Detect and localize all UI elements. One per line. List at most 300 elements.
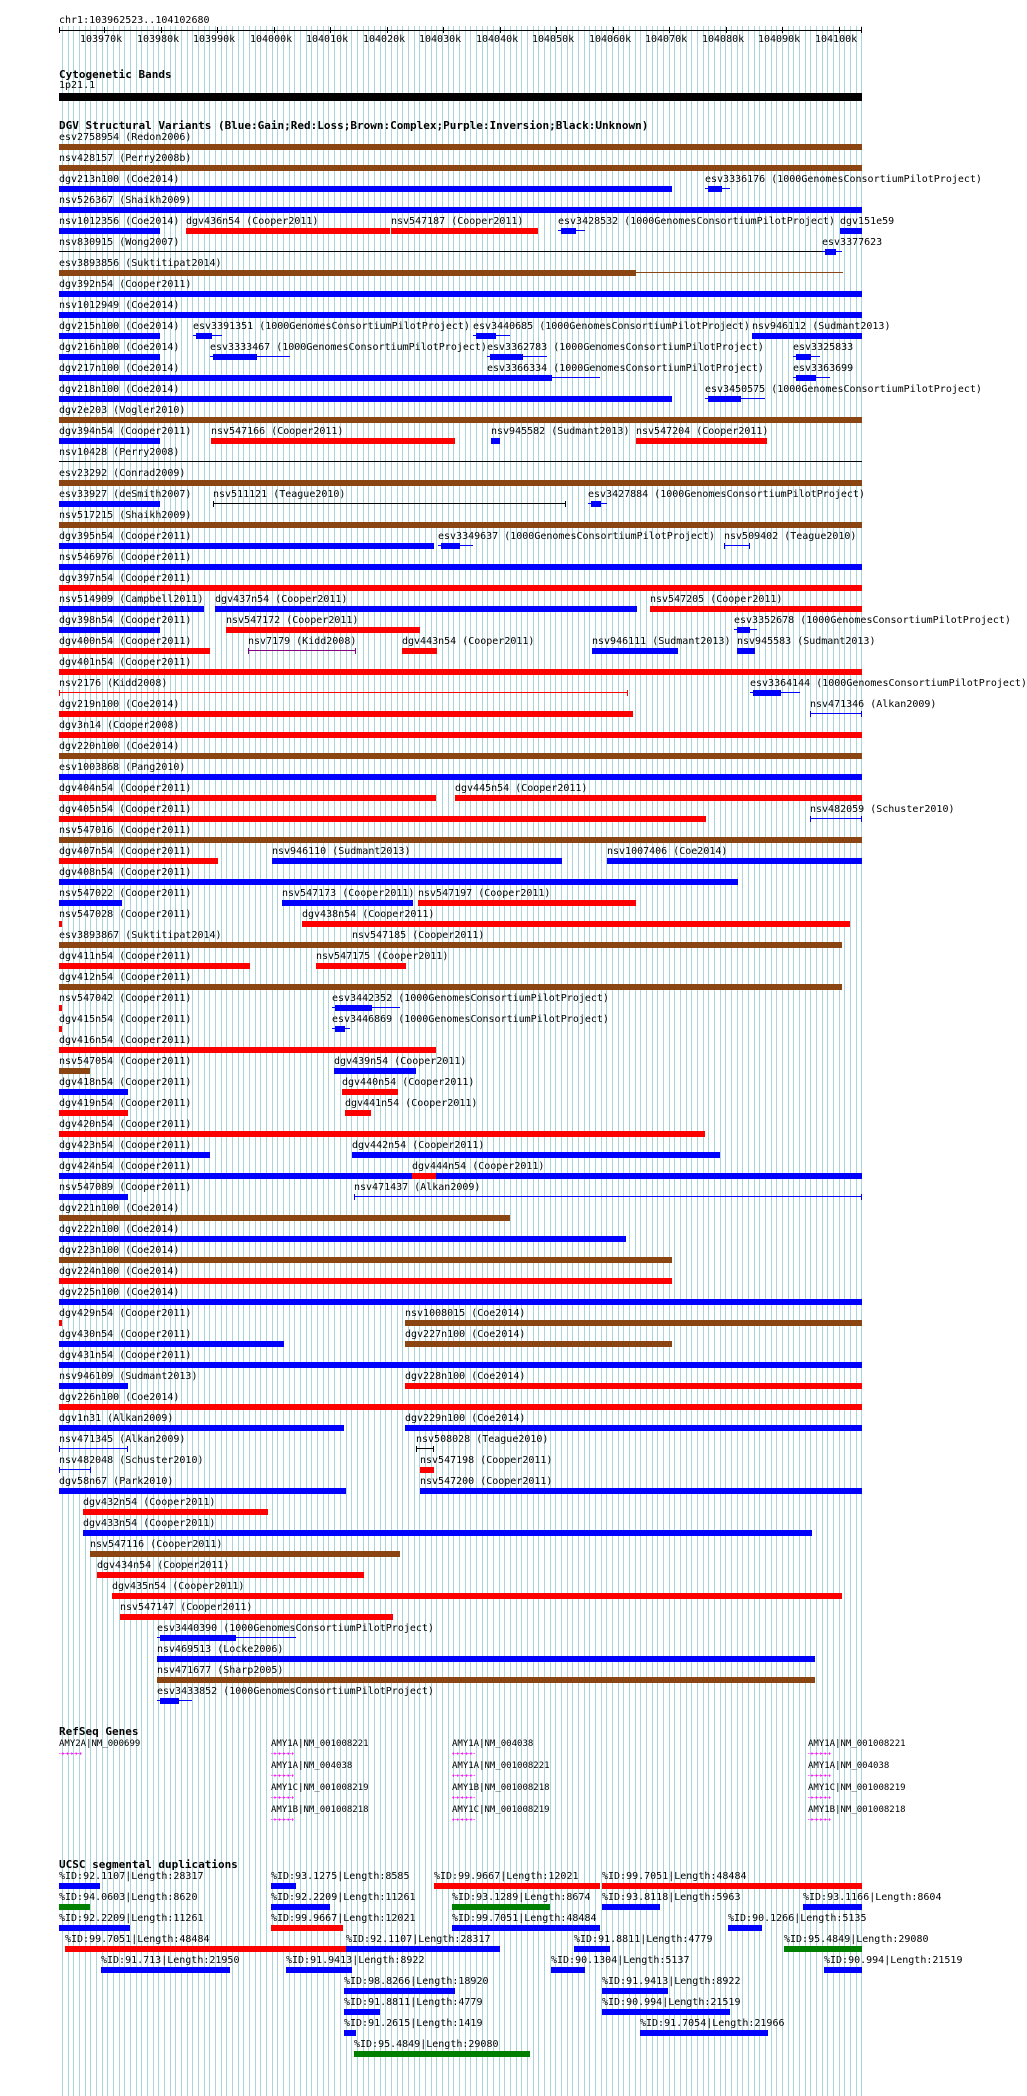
variant-bar[interactable] — [402, 648, 437, 654]
variant-label: nsv10428 (Perry2008) — [59, 447, 180, 458]
grid-line — [215, 26, 216, 2096]
segdup-bar[interactable] — [344, 2009, 380, 2015]
variant-bar[interactable] — [59, 480, 862, 486]
variant-bar[interactable] — [59, 837, 862, 843]
variant-bracket — [433, 1446, 434, 1452]
variant-bar[interactable] — [59, 1131, 705, 1137]
variant-bar[interactable] — [59, 354, 160, 360]
variant-bar[interactable] — [59, 774, 862, 780]
variant-bar[interactable] — [215, 606, 637, 612]
variant-bar[interactable] — [59, 333, 160, 339]
variant-bar[interactable] — [59, 1089, 128, 1095]
variant-bar[interactable] — [59, 1236, 626, 1242]
variant-label: esv3377623 — [822, 237, 883, 248]
variant-bar[interactable] — [420, 1488, 862, 1494]
grid-line — [686, 26, 687, 2096]
gene-label: AMY2A|NM_000699 — [59, 1739, 141, 1749]
variant-bar[interactable] — [59, 1026, 62, 1032]
segdup-bar[interactable] — [452, 1925, 600, 1931]
segdup-bar[interactable] — [602, 1904, 660, 1910]
variant-bar[interactable] — [59, 900, 122, 906]
variant-line[interactable] — [59, 1448, 128, 1449]
variant-bar[interactable] — [405, 1320, 862, 1326]
variant-bar[interactable] — [186, 228, 390, 234]
segdup-bar[interactable] — [602, 1988, 668, 1994]
variant-bar[interactable] — [607, 858, 862, 864]
variant-bar[interactable] — [272, 858, 562, 864]
ruler-tick — [782, 27, 783, 33]
cytoband-bar[interactable] — [59, 93, 862, 101]
variant-bar[interactable] — [405, 1425, 862, 1431]
variant-bar[interactable] — [455, 795, 862, 801]
variant-label: esv3333467 (1000GenomesConsortiumPilotProject) — [210, 342, 487, 353]
grid-line — [249, 26, 250, 2096]
variant-label: nsv1008015 (Coe2014) — [405, 1308, 526, 1319]
variant-bar[interactable] — [59, 186, 672, 192]
ruler-tick-label: 104090k — [758, 34, 801, 45]
variant-exon[interactable] — [335, 1005, 372, 1011]
variant-bar[interactable] — [59, 1404, 862, 1410]
ruler-tick-label: 104070k — [645, 34, 688, 45]
variant-label: nsv1012356 (Coe2014) — [59, 216, 180, 227]
ruler-end-tick — [861, 27, 862, 33]
variant-label: esv3442352 (1000GenomesConsortiumPilotProject) — [332, 993, 609, 1004]
grid-line — [561, 26, 562, 2096]
variant-line[interactable] — [810, 818, 862, 819]
segdup-label: %ID:91.8811|Length:4779 — [574, 1934, 713, 1945]
variant-label: dgv220n100 (Coe2014) — [59, 741, 180, 752]
variant-label: nsv508028 (Teague2010) — [416, 1434, 549, 1445]
variant-label: dgv424n54 (Cooper2011) — [59, 1161, 192, 1172]
variant-bar[interactable] — [59, 753, 862, 759]
variant-bar[interactable] — [59, 291, 862, 297]
segdup-bar[interactable] — [344, 1988, 455, 1994]
variant-label: dgv228n100 (Coe2014) — [405, 1371, 526, 1382]
gene-model[interactable]: ⇢⇢⇢⇢⇢ — [271, 1771, 294, 1781]
ruler-tick — [556, 27, 557, 33]
variant-bar[interactable] — [59, 144, 862, 150]
variant-bar[interactable] — [650, 606, 862, 612]
segdup-bar[interactable] — [344, 2030, 356, 2036]
variant-label: dgv418n54 (Cooper2011) — [59, 1077, 192, 1088]
segdup-label: %ID:92.1107|Length:28317 — [346, 1934, 491, 1945]
variant-bar[interactable] — [59, 501, 160, 507]
variant-bar[interactable] — [405, 1341, 672, 1347]
segdup-bar[interactable] — [434, 1883, 600, 1889]
grid-line — [737, 26, 738, 2096]
variant-bar[interactable] — [59, 312, 862, 318]
variant-label: dgv441n54 (Cooper2011) — [345, 1098, 478, 1109]
variant-label: nsv547175 (Cooper2011) — [316, 951, 449, 962]
variant-label: dgv1n31 (Alkan2009) — [59, 1413, 174, 1424]
grid-line — [652, 26, 653, 2096]
variant-bar[interactable] — [840, 228, 862, 234]
segdup-bar[interactable] — [452, 1904, 550, 1910]
variant-bar[interactable] — [120, 1614, 393, 1620]
variant-bar[interactable] — [59, 1362, 862, 1368]
variant-bar[interactable] — [737, 648, 755, 654]
segdup-label: %ID:93.8118|Length:5963 — [602, 1892, 741, 1903]
segdup-bar[interactable] — [271, 1904, 330, 1910]
grid-line — [606, 26, 607, 2096]
grid-line — [714, 26, 715, 2096]
gene-model[interactable]: ⇢⇢⇢⇢⇢ — [808, 1793, 831, 1803]
grid-line — [612, 26, 613, 2096]
gene-model[interactable]: ⇠⇠⇠⇠⇠ — [452, 1749, 475, 1759]
variant-bracket — [861, 1194, 862, 1200]
grid-line — [550, 26, 551, 2096]
variant-label: esv3349637 (1000GenomesConsortiumPilotProject) — [438, 531, 715, 542]
segdup-label: %ID:93.1289|Length:8674 — [452, 1892, 591, 1903]
variant-line[interactable] — [354, 1196, 862, 1197]
variant-label: nsv946112 (Sudmant2013) — [752, 321, 891, 332]
segdup-bar[interactable] — [271, 1925, 343, 1931]
variant-bar[interactable] — [83, 1530, 812, 1536]
segdup-bar[interactable] — [602, 1883, 862, 1889]
variant-bar[interactable] — [59, 1005, 62, 1011]
segdup-label: %ID:90.994|Length:21519 — [824, 1955, 963, 1966]
variant-label: nsv471437 (Alkan2009) — [354, 1182, 481, 1193]
variant-bar[interactable] — [59, 1152, 210, 1158]
segdup-bar[interactable] — [101, 1967, 230, 1973]
variant-exon[interactable] — [796, 375, 816, 381]
variant-exon[interactable] — [160, 1635, 236, 1641]
variant-bar[interactable] — [302, 921, 850, 927]
ruler-tick-label: 103990k — [193, 34, 236, 45]
segdup-bar[interactable] — [602, 2009, 730, 2015]
gene-model[interactable]: ⇢⇢⇢⇢⇢ — [808, 1771, 831, 1781]
variant-label: dgv423n54 (Cooper2011) — [59, 1140, 192, 1151]
variant-label: dgv440n54 (Cooper2011) — [342, 1077, 475, 1088]
variant-bar[interactable] — [391, 228, 538, 234]
segdup-label: %ID:99.7051|Length:48484 — [65, 1934, 210, 1945]
variant-label: dgv432n54 (Cooper2011) — [83, 1497, 216, 1508]
variant-exon[interactable] — [160, 1698, 179, 1704]
variant-label: dgv405n54 (Cooper2011) — [59, 804, 192, 815]
variant-bar[interactable] — [59, 879, 738, 885]
segdup-bar[interactable] — [640, 2030, 768, 2036]
ruler-tick — [330, 27, 331, 33]
variant-exon[interactable] — [708, 186, 722, 192]
variant-bar[interactable] — [226, 627, 420, 633]
gene-label: AMY1B|NM_001008218 — [271, 1805, 369, 1815]
variant-label: dgv229n100 (Coe2014) — [405, 1413, 526, 1424]
gene-model[interactable]: ⇢⇢⇢⇢⇢ — [271, 1815, 294, 1825]
gene-model[interactable]: ⇠⇠⇠⇠⇠ — [452, 1793, 475, 1803]
segdup-label: %ID:93.1275|Length:8585 — [271, 1871, 410, 1882]
variant-label: nsv547022 (Cooper2011) — [59, 888, 192, 899]
variant-label: dgv437n54 (Cooper2011) — [215, 594, 348, 605]
variant-bracket — [248, 648, 249, 654]
segdup-bar[interactable] — [346, 1946, 500, 1952]
segdup-bar[interactable] — [784, 1946, 862, 1952]
variant-line[interactable] — [810, 713, 862, 714]
variant-bar[interactable] — [412, 1173, 436, 1179]
ruler-tick-label: 104030k — [419, 34, 462, 45]
segdup-bar[interactable] — [354, 2051, 530, 2057]
segdup-label: %ID:90.1266|Length:5135 — [728, 1913, 867, 1924]
variant-bar[interactable] — [59, 585, 862, 591]
grid-line — [618, 26, 619, 2096]
segdup-bar[interactable] — [271, 1883, 296, 1889]
variant-line[interactable] — [248, 650, 356, 651]
variant-bar[interactable] — [59, 270, 636, 276]
variant-bar[interactable] — [59, 1320, 62, 1326]
variant-bar[interactable] — [59, 228, 160, 234]
variant-exon[interactable] — [490, 375, 552, 381]
variant-bar[interactable] — [59, 627, 160, 633]
variant-bar[interactable] — [59, 711, 633, 717]
variant-bar[interactable] — [636, 438, 767, 444]
variant-bar[interactable] — [211, 438, 455, 444]
variant-bar[interactable] — [157, 1656, 815, 1662]
segdup-bar[interactable] — [551, 1967, 585, 1973]
variant-exon[interactable] — [737, 627, 750, 633]
variant-label: dgv420n54 (Cooper2011) — [59, 1119, 192, 1130]
variant-bar[interactable] — [157, 1677, 815, 1683]
variant-bar[interactable] — [316, 963, 406, 969]
variant-bar[interactable] — [59, 606, 204, 612]
segdup-bar[interactable] — [803, 1904, 862, 1910]
variant-bar[interactable] — [97, 1572, 364, 1578]
variant-label: dgv397n54 (Cooper2011) — [59, 573, 192, 584]
variant-line[interactable] — [213, 503, 566, 504]
variant-bar[interactable] — [59, 375, 512, 381]
segdup-bar[interactable] — [824, 1967, 862, 1973]
variant-bar[interactable] — [752, 333, 862, 339]
variant-bracket — [127, 1446, 128, 1452]
variant-bar[interactable] — [59, 396, 672, 402]
variant-label: nsv547200 (Cooper2011) — [420, 1476, 553, 1487]
variant-label: dgv401n54 (Cooper2011) — [59, 657, 192, 668]
segdup-label: %ID:91.9413|Length:8922 — [286, 1955, 425, 1966]
variant-bar[interactable] — [59, 207, 862, 213]
ruler-tick — [613, 27, 614, 33]
variant-bar[interactable] — [420, 1467, 434, 1473]
variant-bracket — [59, 1446, 60, 1452]
variant-label: nsv830915 (Wong2007) — [59, 237, 180, 248]
variant-label: esv3433852 (1000GenomesConsortiumPilotProject) — [157, 1686, 434, 1697]
grid-line — [226, 26, 227, 2096]
variant-bar[interactable] — [59, 1257, 672, 1263]
variant-exon[interactable] — [825, 249, 836, 255]
grid-line — [725, 26, 726, 2096]
variant-label: dgv404n54 (Cooper2011) — [59, 783, 192, 794]
variant-bar[interactable] — [405, 1383, 862, 1389]
variant-bar[interactable] — [59, 963, 250, 969]
variant-bar[interactable] — [592, 648, 678, 654]
variant-bar[interactable] — [59, 1047, 436, 1053]
segdup-bar[interactable] — [728, 1925, 762, 1931]
variant-label: esv3363699 — [793, 363, 854, 374]
gene-model[interactable]: ⇠⇠⇠⇠⇠ — [452, 1815, 475, 1825]
variant-line[interactable] — [416, 1448, 434, 1449]
variant-label: dgv226n100 (Coe2014) — [59, 1392, 180, 1403]
variant-exon[interactable] — [708, 396, 741, 402]
variant-bracket — [354, 1194, 355, 1200]
variant-label: esv2758954 (Redon2006) — [59, 132, 192, 143]
variant-bar[interactable] — [342, 1089, 398, 1095]
ruler-tick — [217, 27, 218, 33]
variant-label: esv3325833 — [793, 342, 854, 353]
gene-model[interactable]: ⇢⇢⇢⇢⇢ — [271, 1793, 294, 1803]
variant-bar[interactable] — [112, 1593, 842, 1599]
variant-label: nsv428157 (Perry2008b) — [59, 153, 192, 164]
gene-model[interactable]: ⇢⇢⇢⇢⇢ — [59, 1749, 82, 1759]
ruler-tick-label: 104060k — [589, 34, 632, 45]
segdup-bar[interactable] — [574, 1946, 610, 1952]
variant-label: nsv547197 (Cooper2011) — [418, 888, 551, 899]
variant-exon[interactable] — [441, 543, 460, 549]
variant-bar[interactable] — [59, 417, 862, 423]
refseq-track-title: RefSeq Genes — [59, 1725, 139, 1738]
variant-exon[interactable] — [196, 333, 212, 339]
segdup-bar[interactable] — [59, 1883, 100, 1889]
variant-bar[interactable] — [59, 1278, 672, 1284]
grid-line — [572, 26, 573, 2096]
variant-bar[interactable] — [418, 900, 636, 906]
gene-label: AMY1A|NM_004038 — [808, 1761, 890, 1771]
segdup-track-title: UCSC segmental duplications — [59, 1858, 238, 1871]
variant-line[interactable] — [59, 251, 842, 252]
variant-label: dgv444n54 (Cooper2011) — [412, 1161, 545, 1172]
variant-bar[interactable] — [59, 1299, 862, 1305]
variant-exon[interactable] — [591, 501, 601, 507]
grid-line — [623, 26, 624, 2096]
variant-bar[interactable] — [59, 543, 434, 549]
variant-label: esv33927 (deSmith2007) — [59, 489, 192, 500]
ruler-tick-label: 103970k — [80, 34, 123, 45]
variant-label: dgv216n100 (Coe2014) — [59, 342, 180, 353]
gene-model[interactable]: ⇢⇢⇢⇢⇢ — [271, 1749, 294, 1759]
grid-line — [663, 26, 664, 2096]
variant-label: dgv218n100 (Coe2014) — [59, 384, 180, 395]
variant-exon[interactable] — [490, 354, 523, 360]
variant-line[interactable] — [59, 1469, 91, 1470]
variant-bar[interactable] — [59, 522, 862, 528]
variant-bar[interactable] — [59, 921, 62, 927]
grid-line — [657, 26, 658, 2096]
variant-label: esv3450575 (1000GenomesConsortiumPilotProject) — [705, 384, 982, 395]
variant-label: dgv215n100 (Coe2014) — [59, 321, 180, 332]
variant-bar[interactable] — [90, 1551, 400, 1557]
variant-label: nsv547204 (Cooper2011) — [636, 426, 769, 437]
variant-bar[interactable] — [59, 795, 436, 801]
grid-line — [555, 26, 556, 2096]
variant-bracket — [416, 1446, 417, 1452]
variant-label: dgv221n100 (Coe2014) — [59, 1203, 180, 1214]
variant-label: dgv408n54 (Cooper2011) — [59, 867, 192, 878]
variant-bar[interactable] — [59, 1341, 284, 1347]
segdup-label: %ID:95.4849|Length:29080 — [784, 1934, 929, 1945]
variant-bar[interactable] — [59, 165, 862, 171]
variant-bar[interactable] — [59, 1173, 862, 1179]
segdup-bar[interactable] — [59, 1904, 90, 1910]
variant-label: nsv547089 (Cooper2011) — [59, 1182, 192, 1193]
variant-exon[interactable] — [476, 333, 496, 339]
variant-bar[interactable] — [59, 732, 862, 738]
variant-bar[interactable] — [352, 1152, 720, 1158]
variant-bar[interactable] — [83, 1509, 268, 1515]
variant-label: dgv431n54 (Cooper2011) — [59, 1350, 192, 1361]
segdup-label: %ID:99.9667|Length:12021 — [434, 1871, 579, 1882]
grid-line — [232, 26, 233, 2096]
grid-line — [192, 26, 193, 2096]
variant-bar[interactable] — [59, 816, 706, 822]
variant-exon[interactable] — [213, 354, 257, 360]
variant-bar[interactable] — [59, 1068, 90, 1074]
gene-model[interactable]: ⇢⇢⇢⇢⇢ — [808, 1749, 831, 1759]
variant-label: nsv526367 (Shaikh2009) — [59, 195, 192, 206]
variant-label: dgv58n67 (Park2010) — [59, 1476, 174, 1487]
variant-label: dgv3n14 (Cooper2008) — [59, 720, 180, 731]
segdup-label: %ID:91.9413|Length:8922 — [602, 1976, 741, 1987]
segdup-bar[interactable] — [286, 1967, 352, 1973]
ruler-tick — [161, 27, 162, 33]
variant-exon[interactable] — [335, 1026, 345, 1032]
variant-bar[interactable] — [59, 942, 842, 948]
variant-bracket — [59, 690, 60, 696]
gene-model[interactable]: ⇢⇢⇢⇢⇢ — [808, 1815, 831, 1825]
variant-label: dgv151e59 — [840, 216, 895, 227]
variant-label: dgv407n54 (Cooper2011) — [59, 846, 192, 857]
variant-bar[interactable] — [59, 648, 210, 654]
variant-label: dgv415n54 (Cooper2011) — [59, 1014, 192, 1025]
variant-line[interactable] — [59, 692, 628, 693]
gene-label: AMY1B|NM_001008218 — [452, 1783, 550, 1793]
grid-line — [266, 26, 267, 2096]
ruler-end-tick — [59, 27, 60, 33]
variant-bracket — [90, 1467, 91, 1473]
variant-bar[interactable] — [59, 1383, 128, 1389]
variant-bar[interactable] — [59, 1425, 344, 1431]
gene-model[interactable]: ⇠⇠⇠⇠⇠ — [452, 1771, 475, 1781]
variant-bar[interactable] — [491, 438, 500, 444]
variant-bar[interactable] — [59, 1110, 128, 1116]
grid-line — [238, 26, 239, 2096]
variant-exon[interactable] — [561, 228, 576, 234]
variant-label: esv3336176 (1000GenomesConsortiumPilotProject) — [705, 174, 982, 185]
variant-bar[interactable] — [59, 1488, 346, 1494]
grid-line — [589, 26, 590, 2096]
ruler-tick-label: 104000k — [250, 34, 293, 45]
variant-bar[interactable] — [59, 1194, 128, 1200]
variant-line[interactable] — [724, 545, 750, 546]
variant-bar[interactable] — [345, 1110, 371, 1116]
segdup-bar[interactable] — [59, 1925, 130, 1931]
variant-label: dgv227n100 (Coe2014) — [405, 1329, 526, 1340]
variant-label: nsv482048 (Schuster2010) — [59, 1455, 204, 1466]
variant-bar[interactable] — [59, 984, 842, 990]
gene-label: AMY1A|NM_004038 — [452, 1739, 534, 1749]
variant-bar[interactable] — [59, 438, 160, 444]
variant-bar[interactable] — [59, 858, 218, 864]
variant-label: esv23292 (Conrad2009) — [59, 468, 186, 479]
variant-bar[interactable] — [59, 564, 862, 570]
variant-exon[interactable] — [753, 690, 781, 696]
variant-line[interactable] — [59, 461, 862, 462]
variant-bar[interactable] — [59, 669, 862, 675]
segdup-label: %ID:98.8266|Length:18920 — [344, 1976, 489, 1987]
variant-bar[interactable] — [59, 1215, 510, 1221]
variant-exon[interactable] — [796, 354, 811, 360]
variant-bar[interactable] — [334, 1068, 416, 1074]
variant-bar[interactable] — [282, 900, 413, 906]
variant-bracket — [213, 501, 214, 507]
variant-label: esv3440685 (1000GenomesConsortiumPilotProject) — [473, 321, 750, 332]
variant-line[interactable] — [636, 272, 843, 273]
variant-label: nsv471677 (Sharp2005) — [157, 1665, 284, 1676]
